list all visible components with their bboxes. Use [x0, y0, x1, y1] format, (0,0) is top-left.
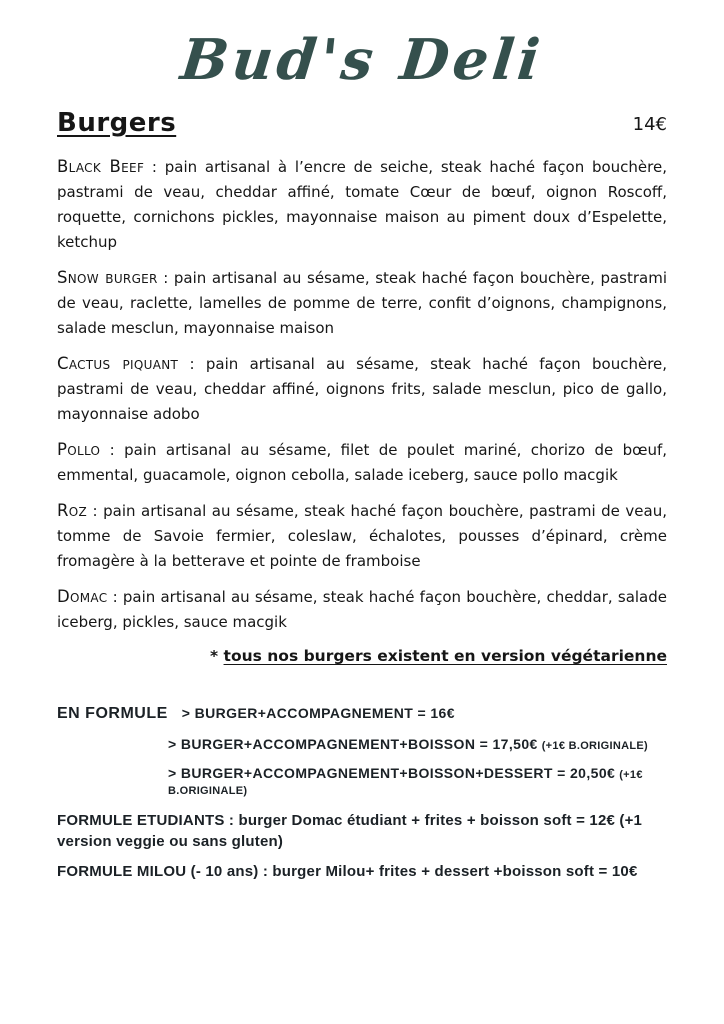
formule-option [168, 736, 648, 752]
burger-name: Cactus piquant [57, 354, 179, 373]
burger-separator: : [107, 588, 123, 606]
burger-description: pain artisanal au sésame, steak haché façon bouchère, pastrami de veau, raclette, lamelles de pomme de terre, confit d’oignons, champignons, salade mesclun, mayonnaise maison [57, 269, 667, 337]
veggie-note [57, 647, 667, 665]
burger-item [57, 498, 667, 574]
formule-option-suffix: (+1€ B.ORIGINALE) [168, 769, 643, 797]
formule-option-text: > BURGER+ACCOMPAGNEMENT = 16€ [181, 705, 455, 721]
menu-content [0, 108, 724, 882]
burger-separator: : [87, 502, 104, 520]
burger-name: Domac [57, 587, 108, 606]
burger-separator: : [144, 158, 165, 176]
section-price: 14€ [632, 114, 667, 135]
section-header [57, 108, 667, 138]
burger-separator: : [100, 441, 125, 459]
burger-item [57, 437, 667, 488]
burger-name: Pollo [57, 440, 101, 459]
burger-item [57, 584, 667, 635]
section-title: Burgers [57, 108, 177, 138]
burger-separator: : [178, 355, 206, 373]
burger-name: Black Beef [57, 157, 145, 176]
formule-option [182, 705, 459, 721]
formule-option-suffix: (+1€ B.ORIGINALE) [541, 740, 648, 752]
formule-etudiants: FORMULE ETUDIANTS : burger Domac étudiant + frites + boisson soft = 12€ (+1 version veggie ou sans gluten) [57, 812, 643, 850]
formule-option [168, 765, 667, 797]
burger-description: pain artisanal au sésame, steak haché façon bouchère, pastrami de veau, tomme de Savoie fermier, coleslaw, échalotes, pousses d’épinard, crème fromagère à la betterave et pointe de framboise [57, 502, 667, 570]
burger-description: pain artisanal au sésame, steak haché façon bouchère, cheddar, salade iceberg, pickles, sauce macgik [57, 588, 667, 631]
burger-item [57, 351, 667, 427]
asterisk-marker: * [210, 647, 224, 665]
formule-milou: FORMULE MILOU (- 10 ans) : burger Milou+ frites + dessert +boisson soft = 10€ [57, 863, 638, 880]
burger-description: pain artisanal au sésame, filet de poulet mariné, chorizo de bœuf, emmental, guacamole, oignon cebolla, salade iceberg, sauce pollo macgik [57, 441, 667, 484]
burger-list [57, 154, 667, 635]
formule-option-text: > BURGER+ACCOMPAGNEMENT+BOISSON = 17,50€ [168, 736, 538, 752]
formule-row [57, 765, 667, 797]
burger-item [57, 154, 667, 255]
logo-text: Bud's Deli [177, 27, 547, 93]
burger-description: pain artisanal au sésame, steak haché façon bouchère, pastrami de veau, cheddar affiné, oignons frits, salade mesclun, pico de gallo, mayonnaise adobo [57, 355, 668, 423]
burger-separator: : [157, 269, 174, 287]
burger-name: Snow burger [57, 268, 158, 287]
burger-name: Roz [57, 501, 88, 520]
veggie-note-text: tous nos burgers existent en version végétarienne [223, 647, 667, 665]
en-formule-label: EN FORMULE [57, 705, 168, 722]
formule-row [57, 736, 667, 752]
formule-row [57, 705, 667, 723]
burger-item [57, 265, 667, 341]
logo [0, 0, 724, 100]
formule-option-text: > BURGER+ACCOMPAGNEMENT+BOISSON+DESSERT = 20,50€ [168, 765, 616, 781]
burger-description: pain artisanal à l’encre de seiche, steak haché façon bouchère, pastrami de veau, cheddar affiné, tomate Cœur de bœuf, oignon Roscoff, roquette, cornichons pickles, mayonnaise maison au piment doux d’Espelette, ketchup [57, 158, 667, 251]
formules-section [57, 705, 667, 882]
